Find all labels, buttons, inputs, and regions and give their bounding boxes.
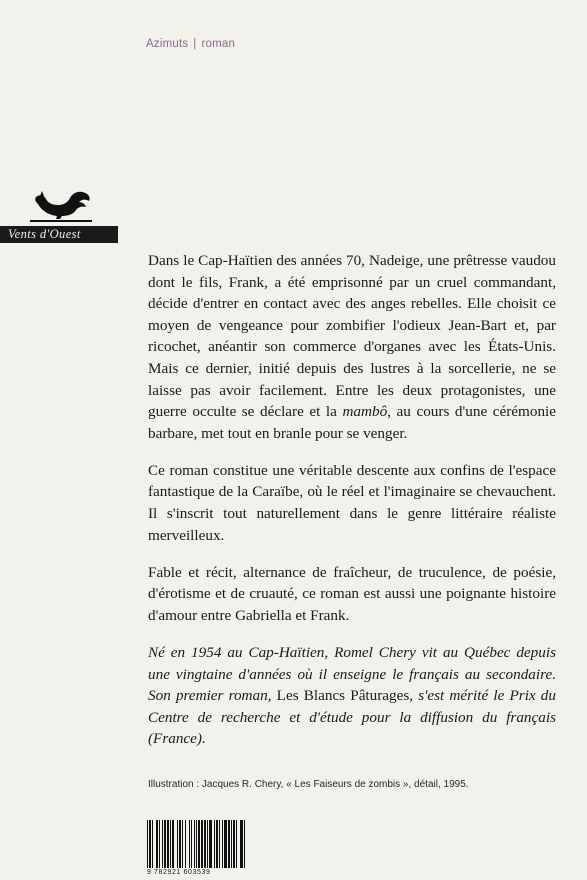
illustration-credit: Illustration : Jacques R. Chery, « Les Faiseurs de zombis », détail, 1995. — [148, 779, 469, 790]
barcode-bars — [147, 820, 249, 868]
author-bio — [148, 642, 556, 750]
publisher-name: Vents d'Ouest — [0, 226, 118, 243]
publisher-logo — [0, 188, 118, 243]
collection-name: Azimuts — [146, 38, 189, 50]
author-bio-part-1: Né en 1954 au Cap-Haïtien, Romel Chery vit au Québec depuis une vingtaine d'années où il enseigne le français au secondaire. Son premier roman, — [148, 644, 556, 705]
summary-paragraph-3: Fable et récit, alternance de fraîcheur, de truculence, de poésie, d'érotisme et de cruauté, ce roman est aussi une poignante histoire d'amour entre Gabriella et Frank. — [148, 563, 556, 624]
mambo-term: mambô — [342, 403, 388, 421]
series-separator: | — [193, 38, 197, 50]
series-line — [146, 38, 235, 50]
first-novel-title: Les Blancs Pâturages — [276, 687, 410, 705]
genre-label: roman — [201, 38, 236, 50]
weathervane-rooster-icon — [30, 188, 92, 224]
author-bio-part-2: , s'est mérité le Prix du Centre de recherche et d'étude pour la diffusion du français (France). — [148, 687, 556, 748]
barcode-number: 9 782921 603539 — [147, 869, 211, 876]
summary-paragraph-2: Ce roman constitue une véritable descente aux confins de l'espace fantastique de la Caraïbe, où le réel et l'imaginaire se chevauchent. Il s'inscrit tout naturellement dans le genre littéraire réaliste merveilleux. — [148, 461, 556, 544]
barcode-bar — [245, 820, 246, 868]
isbn-barcode — [147, 820, 249, 880]
summary-paragraph-1: Dans le Cap-Haïtien des années 70, Nadeige, une prêtresse vaudou dont le fils, Frank, a été emprisonné par un cruel commandant, décide d'entrer en contact avec des anges rebelles. Elle choisit ce moyen de vengeance pour zombifier l'odieux Jean-Bart et, par ricochet, anéantir son commerce d'organes avec les États-Unis. Mais ce dernier, initié depuis des lustres à la sorcellerie, ne se laisse pas avoir facilement. Entre les deux protagonistes, une guerre occulte se déclare et la mambô, au cours d'une cérémonie barbare, met tout en branle pour se venger. — [148, 252, 556, 442]
back-cover-text — [148, 250, 556, 765]
